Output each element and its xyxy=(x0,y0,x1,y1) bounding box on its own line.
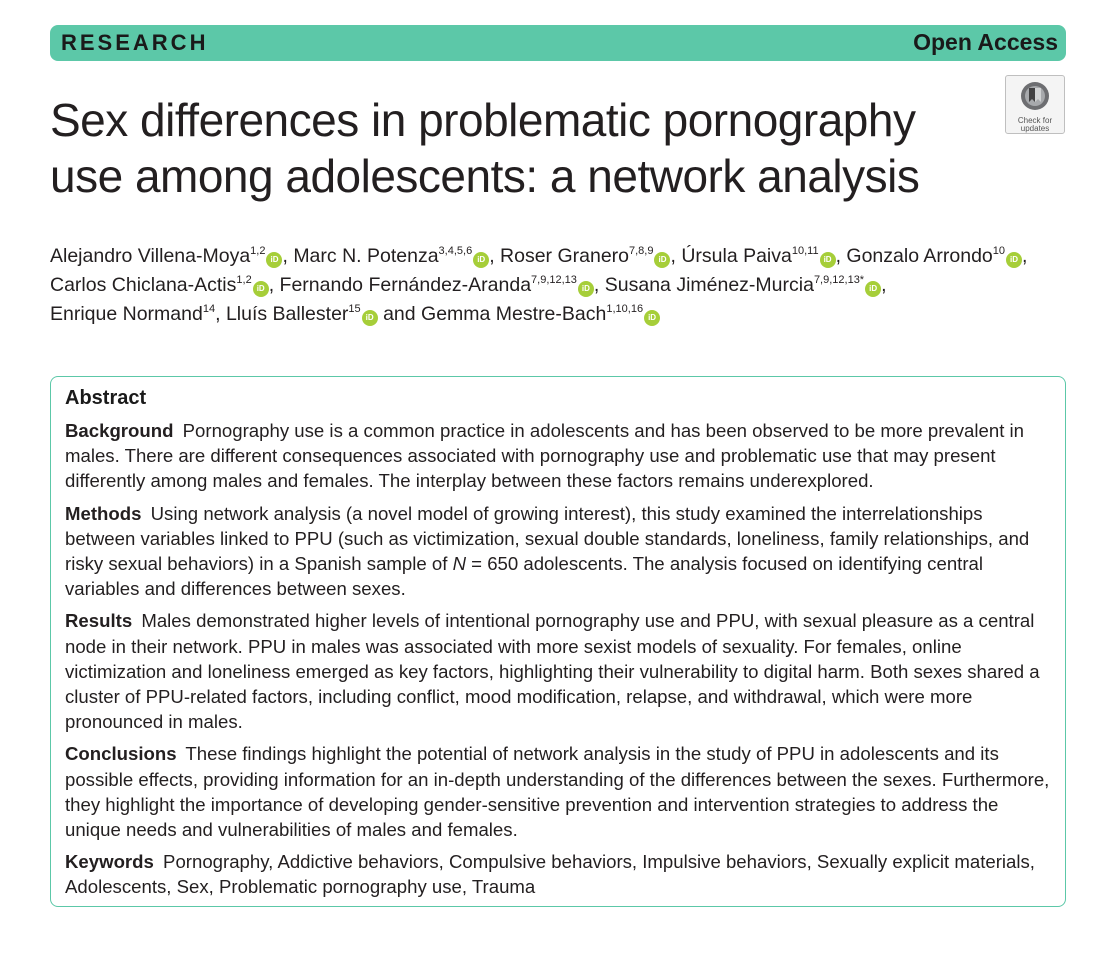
keywords-label: Keywords xyxy=(65,851,154,873)
article-type-banner xyxy=(50,25,1066,61)
abstract-body xyxy=(65,418,1055,907)
author-list xyxy=(50,242,1060,329)
orcid-icon[interactable]: iD xyxy=(253,281,269,297)
abstract-methods xyxy=(65,501,1055,602)
abstract-conclusions xyxy=(65,741,1055,842)
abstract-results xyxy=(65,608,1055,734)
background-text: Pornography use is a common practice in adolescents and has been observed to be more prevalent in males. There are different consequences associated with pornography use and problematic use that may present differently among males and females. The interplay between these factors remains underexplored. xyxy=(65,420,1025,492)
sample-size-symbol: N xyxy=(452,553,466,575)
author: Úrsula Paiva$^{10,11}$iD , xyxy=(681,245,847,267)
orcid-icon[interactable]: iD xyxy=(473,252,489,268)
author: Fernando Fernández-Aranda$^{7,9,12,13}$iD , xyxy=(279,274,605,296)
check-updates-line2: updates xyxy=(1020,124,1050,133)
author: Gonzalo Arrondo$^{10}$iD , xyxy=(846,245,1028,267)
orcid-icon[interactable]: iD xyxy=(820,252,836,268)
orcid-icon[interactable]: iD xyxy=(578,281,594,297)
abstract-keywords xyxy=(65,849,1055,899)
author: Marc N. Potenza$^{3,4,5,6}$iD , xyxy=(293,245,501,267)
check-updates-icon xyxy=(1018,80,1052,112)
article-type-label: RESEARCH xyxy=(61,30,209,55)
author: Alejandro Villena-Moya$^{1,2}$iD , xyxy=(50,245,294,267)
conclusions-label: Conclusions xyxy=(65,743,177,765)
check-updates-line1: Check for xyxy=(1017,116,1053,125)
author: Susana Jiménez-Murcia$^{7,9,12,13*}$iD , xyxy=(604,274,887,296)
orcid-icon[interactable]: iD xyxy=(654,252,670,268)
author: Lluís Ballester$^{15}$iD and xyxy=(225,303,422,325)
article-title: Sex differences in problematic pornography use among adolescents: a network analysis xyxy=(50,94,920,202)
orcid-icon[interactable]: iD xyxy=(1006,252,1022,268)
orcid-icon[interactable]: iD xyxy=(644,310,660,326)
author: Carlos Chiclana-Actis$^{1,2}$iD , xyxy=(50,274,280,296)
orcid-icon[interactable]: iD xyxy=(865,281,881,297)
orcid-icon[interactable]: iD xyxy=(362,310,378,326)
methods-text: Using network analysis (a novel model of growing interest), this study examined the interrelationships between variables linked to PPU (such as victimization, sexual double standards, loneliness, family relationships, and risky sexual behaviors) in a Spanish sample of xyxy=(65,502,1030,575)
keywords-text: Pornography, Addictive behaviors, Compulsive behaviors, Impulsive behaviors, Sexually explicit materials, Adolescents, Sex, Problematic pornography use, Trauma xyxy=(65,851,1035,898)
abstract-heading: Abstract xyxy=(65,387,147,409)
author: Enrique Normand$^{14}$, xyxy=(50,303,226,325)
background-label: Background xyxy=(65,420,174,441)
abstract-background xyxy=(65,418,1055,494)
results-text: Males demonstrated higher levels of intentional pornography use and PPU, with sexual pleasure as a central node in their network. PPU in males was associated with more sexist models of sexuality. For females, online victimization and loneliness emerged as key factors, highlighting their vulnerability to digital harm. Both sexes shared a cluster of PPU-related factors, including conflict, mood modification, relapse, and withdrawal, which were more pronounced in males. xyxy=(65,610,1040,733)
methods-text-end: = 650 adolescents. The analysis focused on identifying central variables and differences between sexes. xyxy=(65,553,983,600)
open-access-label: Open Access xyxy=(913,29,1058,55)
results-label: Results xyxy=(65,610,133,632)
methods-label: Methods xyxy=(65,502,142,524)
author: Gemma Mestre-Bach$^{1,10,16}$iD xyxy=(421,303,660,325)
conclusions-text: These findings highlight the potential of network analysis in the study of PPU in adolescents and its possible effects, providing information for an in-depth understanding of the differences between the sexes. Furthermore, they highlight the importance of developing gender-sensitive prevention and intervention strategies to address the unique needs and vulnerabilities of males and females. xyxy=(65,743,1050,841)
author: Roser Granero$^{7,8,9}$iD , xyxy=(500,245,682,267)
abstract-box xyxy=(50,376,1066,907)
orcid-icon[interactable]: iD xyxy=(266,252,282,268)
check-for-updates-badge[interactable] xyxy=(1005,75,1065,134)
